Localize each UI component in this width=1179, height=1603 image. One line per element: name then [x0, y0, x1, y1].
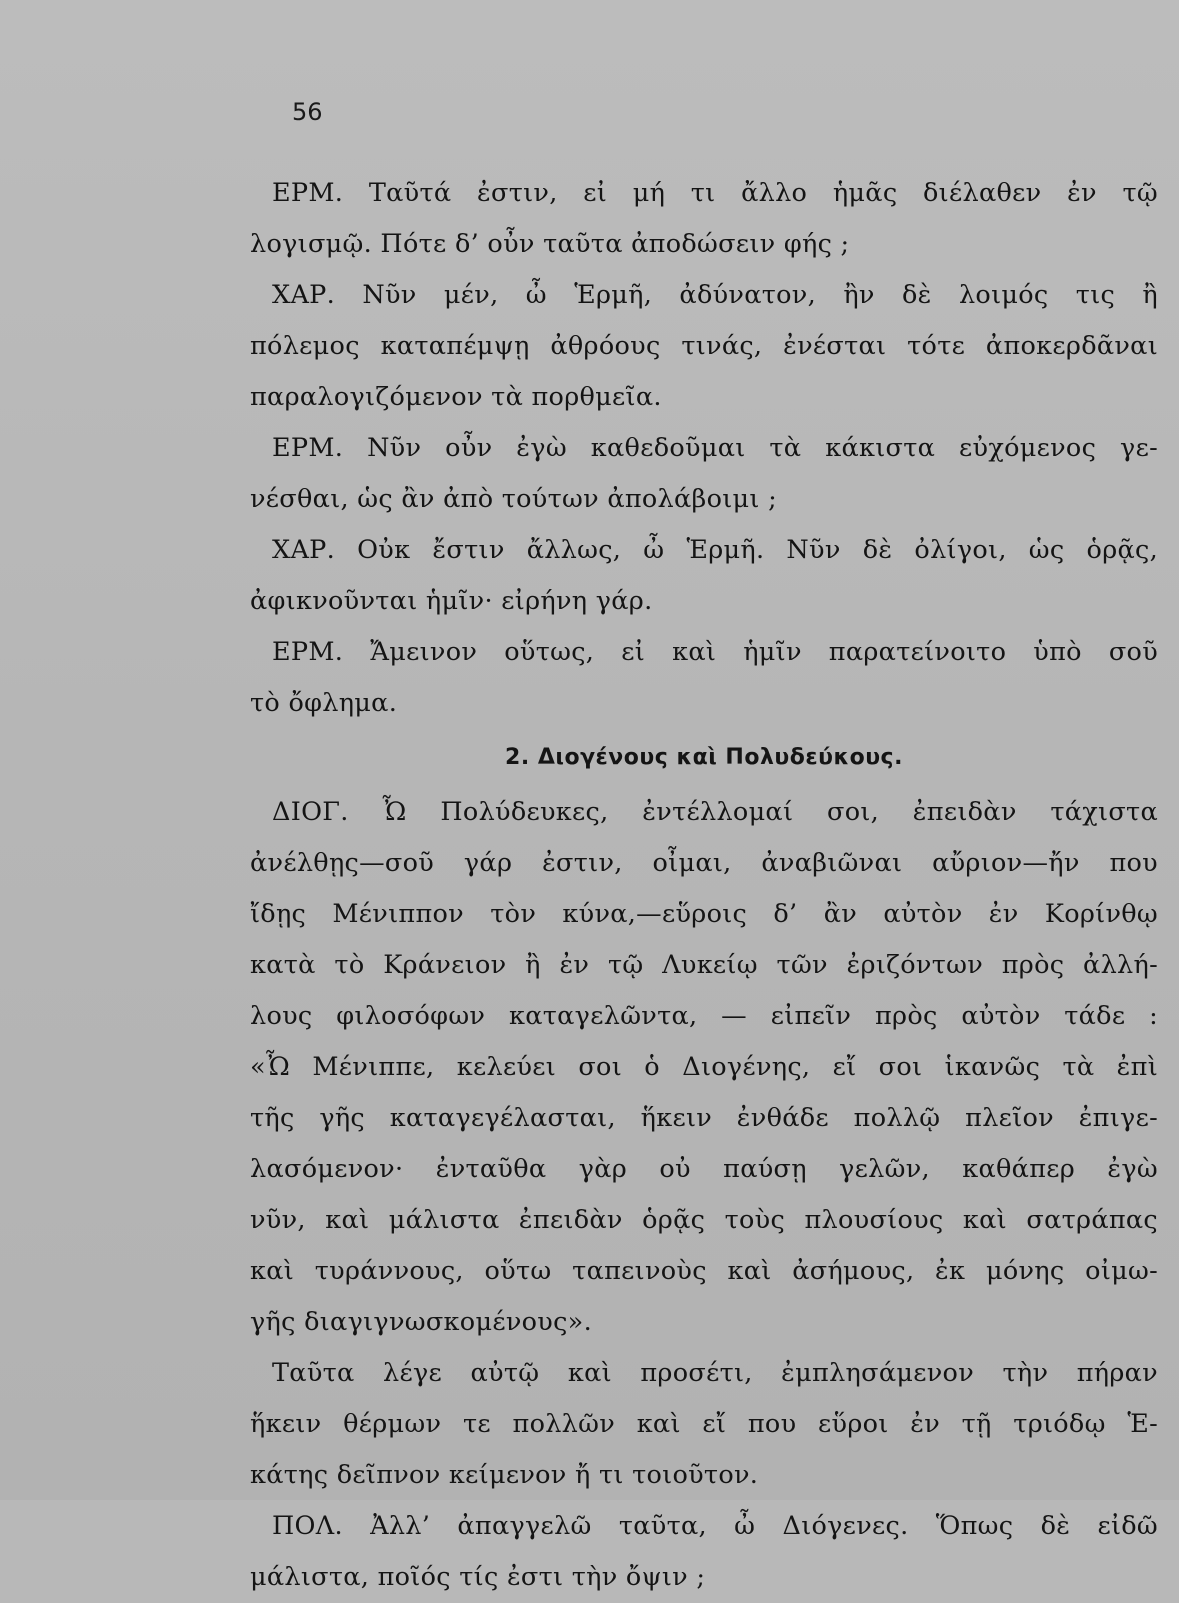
text-line: λογισμῷ. Πότε δ’ οὖν ταῦτα ἀποδώσειν φής ;: [250, 229, 850, 259]
text-line: πόλεμος καταπέμψῃ ἀθρόους τινάς, ἐνέσται τότε ἀποκερδᾶναι: [250, 331, 1158, 361]
text-line: παραλογιζόμενον τὰ πορθμεῖα.: [250, 382, 662, 412]
text-line: ἴδῃς Μένιππον τὸν κύνα,—εὕροις δ’ ἂν αὐτὸν ἐν Κορίνθῳ: [250, 899, 1158, 929]
text-line: καὶ τυράννους, οὕτω ταπεινοὺς καὶ ἀσήμους, ἐκ μόνης οἰμω-: [250, 1256, 1158, 1286]
text-line: ΕΡΜ. Νῦν οὖν ἐγὼ καθεδοῦμαι τὰ κάκιστα εὐχόμενος γε-: [272, 433, 1158, 463]
text-line: γῆς διαγιγνωσκομένους».: [250, 1307, 592, 1337]
text-line: ἀνέλθῃς—σοῦ γάρ ἐστιν, οἶμαι, ἀναβιῶναι αὔριον—ἤν που: [250, 848, 1158, 878]
dialogue-section-2: [250, 787, 1158, 1603]
text-line: νέσθαι, ὡς ἂν ἀπὸ τούτων ἀπολάβοιμι ;: [250, 484, 777, 514]
text-line: ΕΡΜ. Ταῦτά ἐστιν, εἰ μή τι ἄλλο ἡμᾶς διέλαθεν ἐν τῷ: [272, 178, 1158, 208]
section-heading: 2. Διογένους καὶ Πολυδεύκους.: [505, 745, 903, 770]
page-number: 56: [292, 98, 323, 126]
text-line: ΕΡΜ. Ἄμεινον οὕτως, εἰ καὶ ἡμῖν παρατείνοιτο ὑπὸ σοῦ: [272, 637, 1158, 667]
text-line: ἥκειν θέρμων τε πολλῶν καὶ εἴ που εὕροι ἐν τῇ τριόδῳ Ἑ-: [250, 1409, 1158, 1439]
text-line: ΧΑΡ. Οὐκ ἔστιν ἄλλως, ὦ Ἑρμῆ. Νῦν δὲ ὀλίγοι, ὡς ὁρᾷς,: [272, 535, 1158, 565]
text-body: [250, 168, 1158, 1603]
text-line: ΔΙΟΓ. Ὦ Πολύδευκες, ἐντέλλομαί σοι, ἐπειδὰν τάχιστα: [272, 797, 1158, 827]
text-line: κάτης δεῖπνον κείμενον ἤ τι τοιοῦτον.: [250, 1460, 759, 1490]
text-line: λασόμενον· ἐνταῦθα γὰρ οὐ παύσῃ γελῶν, καθάπερ ἐγὼ: [250, 1154, 1158, 1184]
text-line: τῆς γῆς καταγεγέλασται, ἥκειν ἐνθάδε πολλῷ πλεῖον ἐπιγε-: [250, 1103, 1158, 1133]
text-line: μάλιστα, ποῖός τίς ἐστι τὴν ὄψιν ;: [250, 1562, 706, 1592]
text-line: «Ὦ Μένιππε, κελεύει σοι ὁ Διογένης, εἴ σοι ἱκανῶς τὰ ἐπὶ: [250, 1052, 1158, 1082]
text-line: λους φιλοσόφων καταγελῶντα, — εἰπεῖν πρὸς αὐτὸν τάδε :: [250, 1001, 1158, 1031]
dialogue-section-1: [250, 168, 1158, 729]
text-line: Ταῦτα λέγε αὐτῷ καὶ προσέτι, ἐμπλησάμενον τὴν πήραν: [272, 1358, 1158, 1388]
text-line: ΧΑΡ. Νῦν μέν, ὦ Ἑρμῆ, ἀδύνατον, ἢν δὲ λοιμός τις ἢ: [272, 280, 1158, 310]
text-line: ἀφικνοῦνται ἡμῖν· εἰρήνη γάρ.: [250, 586, 653, 616]
text-line: κατὰ τὸ Κράνειον ἢ ἐν τῷ Λυκείῳ τῶν ἐριζόντων πρὸς ἀλλή-: [250, 950, 1158, 980]
text-line: τὸ ὄφλημα.: [250, 688, 398, 718]
text-line: νῦν, καὶ μάλιστα ἐπειδὰν ὁρᾷς τοὺς πλουσίους καὶ σατράπας: [250, 1205, 1158, 1235]
text-line: ΠΟΛ. Ἀλλ’ ἀπαγγελῶ ταῦτα, ὦ Διόγενες. Ὅπως δὲ εἰδῶ: [272, 1511, 1158, 1541]
